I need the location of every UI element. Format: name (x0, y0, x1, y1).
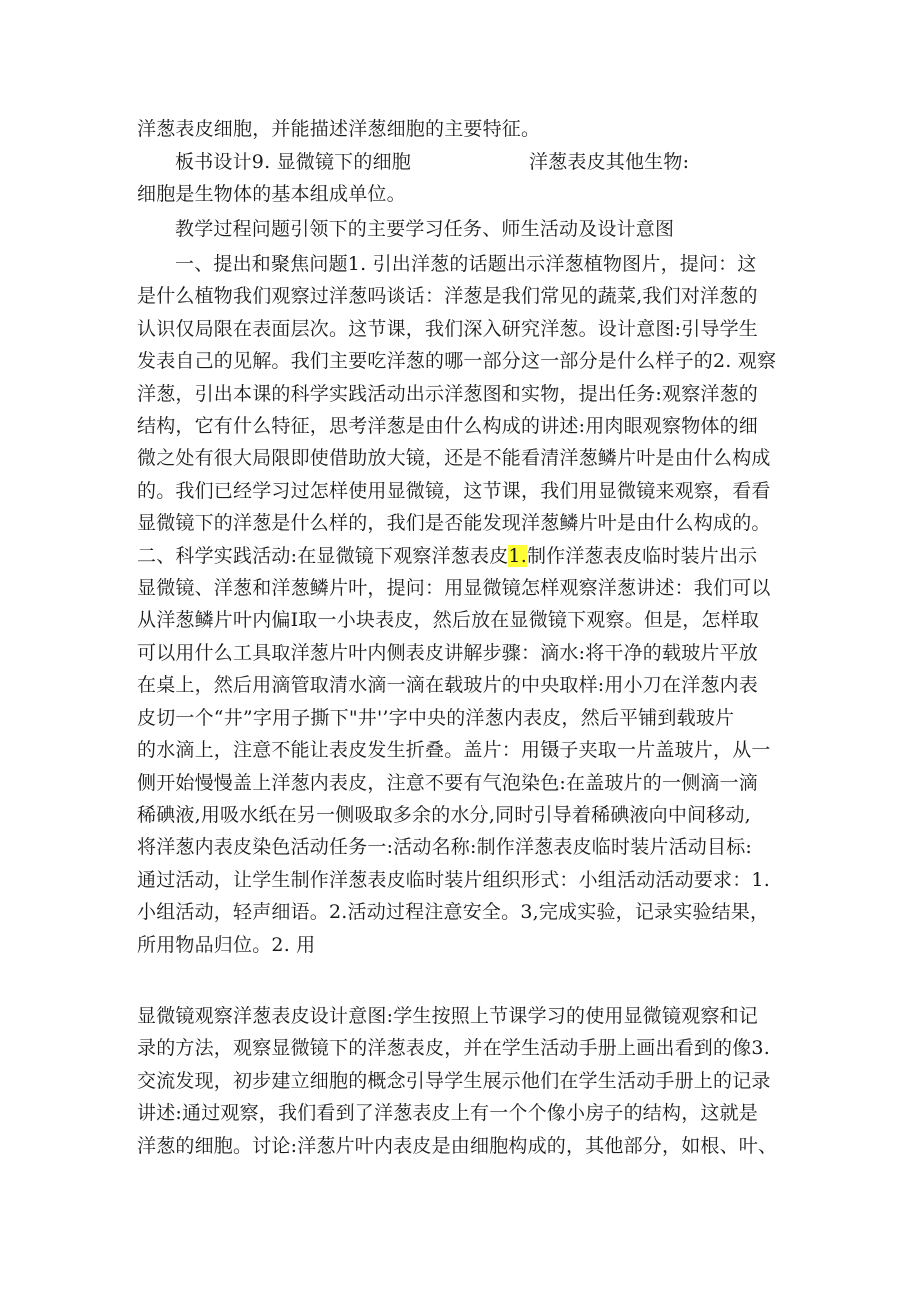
main-body-block (137, 248, 797, 961)
section-heading: 教学过程问题引领下的主要学习任务、师生活动及设计意图 (175, 218, 675, 240)
text-line: 发表自己的见解。我们主要吃洋葱的哪一部分这一部分是什么样子的2. 观察 (137, 350, 777, 373)
text-segment: 制作洋葱表皮临时装片出示 (526, 544, 758, 567)
text-line: 可以用什么工具取洋葱片叶内侧表皮讲解步骤：滴水:将干净的载玻片平放 (137, 641, 759, 664)
text-line: 洋葱表皮细胞，并能描述洋葱细胞的主要特征。 (137, 118, 541, 140)
text-line: 的水滴上，注意不能让表皮发生折叠。盖片：用镊子夹取一片盖玻片，从一 (137, 739, 771, 762)
text-line: 皮切一个“井”字用子撕下"井'’字中央的洋葱内表皮，然后平铺到载玻片 (137, 706, 735, 729)
board-design-title: 板书设计9. 显微镜下的细胞 (175, 151, 411, 173)
text-line: 录的方法，观察显微镜下的洋葱表皮，并在学生活动手册上画出看到的像3. (137, 1037, 770, 1060)
text-line: 将洋葱内表皮染色活动任务一:活动名称:制作洋葱表皮临时装片活动目标: (137, 836, 753, 859)
text-line: 一、提出和聚焦问题1. 引出洋葱的话题出示洋葱植物图片，提问：这 (175, 253, 757, 275)
text-line: 显微镜下的洋葱是什么样的，我们是否能发现洋葱鳞片叶是由什么构成的。 (137, 512, 771, 535)
intro-block (137, 113, 797, 145)
text-line: 洋葱，引出本课的科学实践活动出示洋葱图和实物，提出任务:观察洋葱的 (137, 382, 759, 405)
text-line: 是什么植物我们观察过洋葱吗谈话：洋葱是我们常见的蔬菜,我们对洋葱的 (137, 285, 758, 308)
text-line: 结构，它有什么特征，思考洋葱是由什么构成的讲述:用肉眼观察物体的细 (137, 415, 759, 438)
text-line: 讲述:通过观察，我们看到了洋葱表皮上有一个个像小房子的结构，这就是 (137, 1102, 759, 1125)
text-line: 所用物品归位。2. 用 (137, 933, 316, 956)
text-line: 认识仅局限在表面层次。这节课，我们深入研究洋葱。设计意图:引导学生 (137, 317, 759, 340)
text-line: 通过活动，让学生制作洋葱表皮临时装片组织形式：小组活动活动要求：1. (137, 868, 770, 891)
board-design-note: 洋葱表皮其他生物: (528, 151, 690, 173)
text-line: 显微镜、洋葱和洋葱鳞片叶，提问：用显微镜怎样观察洋葱讲述：我们可以 (137, 577, 771, 600)
continuation-block (137, 1000, 797, 1162)
board-design-block (137, 146, 797, 211)
text-line: 侧开始慢慢盖上洋葱内表皮，注意不要有气泡染色:在盖玻片的一侧滴一滴 (137, 771, 759, 794)
text-line: 细胞是生物体的基本组成单位。 (137, 183, 406, 206)
text-line: 微之处有很大局限即使借助放大镜，还是不能看清洋葱鳞片叶是由什么构成 (137, 447, 771, 470)
highlight-mark: 1. (508, 544, 527, 567)
text-line: 洋葱的细胞。讨论:洋葱片叶内表皮是由细胞构成的，其他部分，如根、叶、 (137, 1134, 778, 1157)
text-line: 交流发现，初步建立细胞的概念引导学生展示他们在学生活动手册上的记录 (137, 1069, 771, 1092)
text-line: 的。我们已经学习过怎样使用显微镜，这节课，我们用显微镜来观察，看看 (137, 479, 771, 502)
process-heading-block (137, 213, 797, 245)
text-line-highlighted (137, 540, 797, 572)
text-line: 在桌上，然后用滴管取清水滴一滴在载玻片的中央取样:用小刀在洋葱内表 (137, 674, 759, 697)
text-line: 小组活动，轻声细语。2.活动过程注意安全。3,完成实验，记录实验结果， (137, 901, 770, 924)
board-design-line (137, 146, 797, 178)
text-line: 显微镜观察洋葱表皮设计意图:学生按照上节课学习的使用显微镜观察和记 (137, 1005, 759, 1027)
text-segment: 二、科学实践活动:在显微镜下观察洋葱表皮 (137, 544, 509, 567)
text-line: 从洋葱鳞片叶内偏I取一小块表皮，然后放在显微镜下观察。但是，怎样取 (137, 609, 760, 632)
text-line: 稀碘液,用吸水纸在另一侧吸取多余的水分,同时引导着稀碘液向中间移动, (137, 803, 751, 826)
